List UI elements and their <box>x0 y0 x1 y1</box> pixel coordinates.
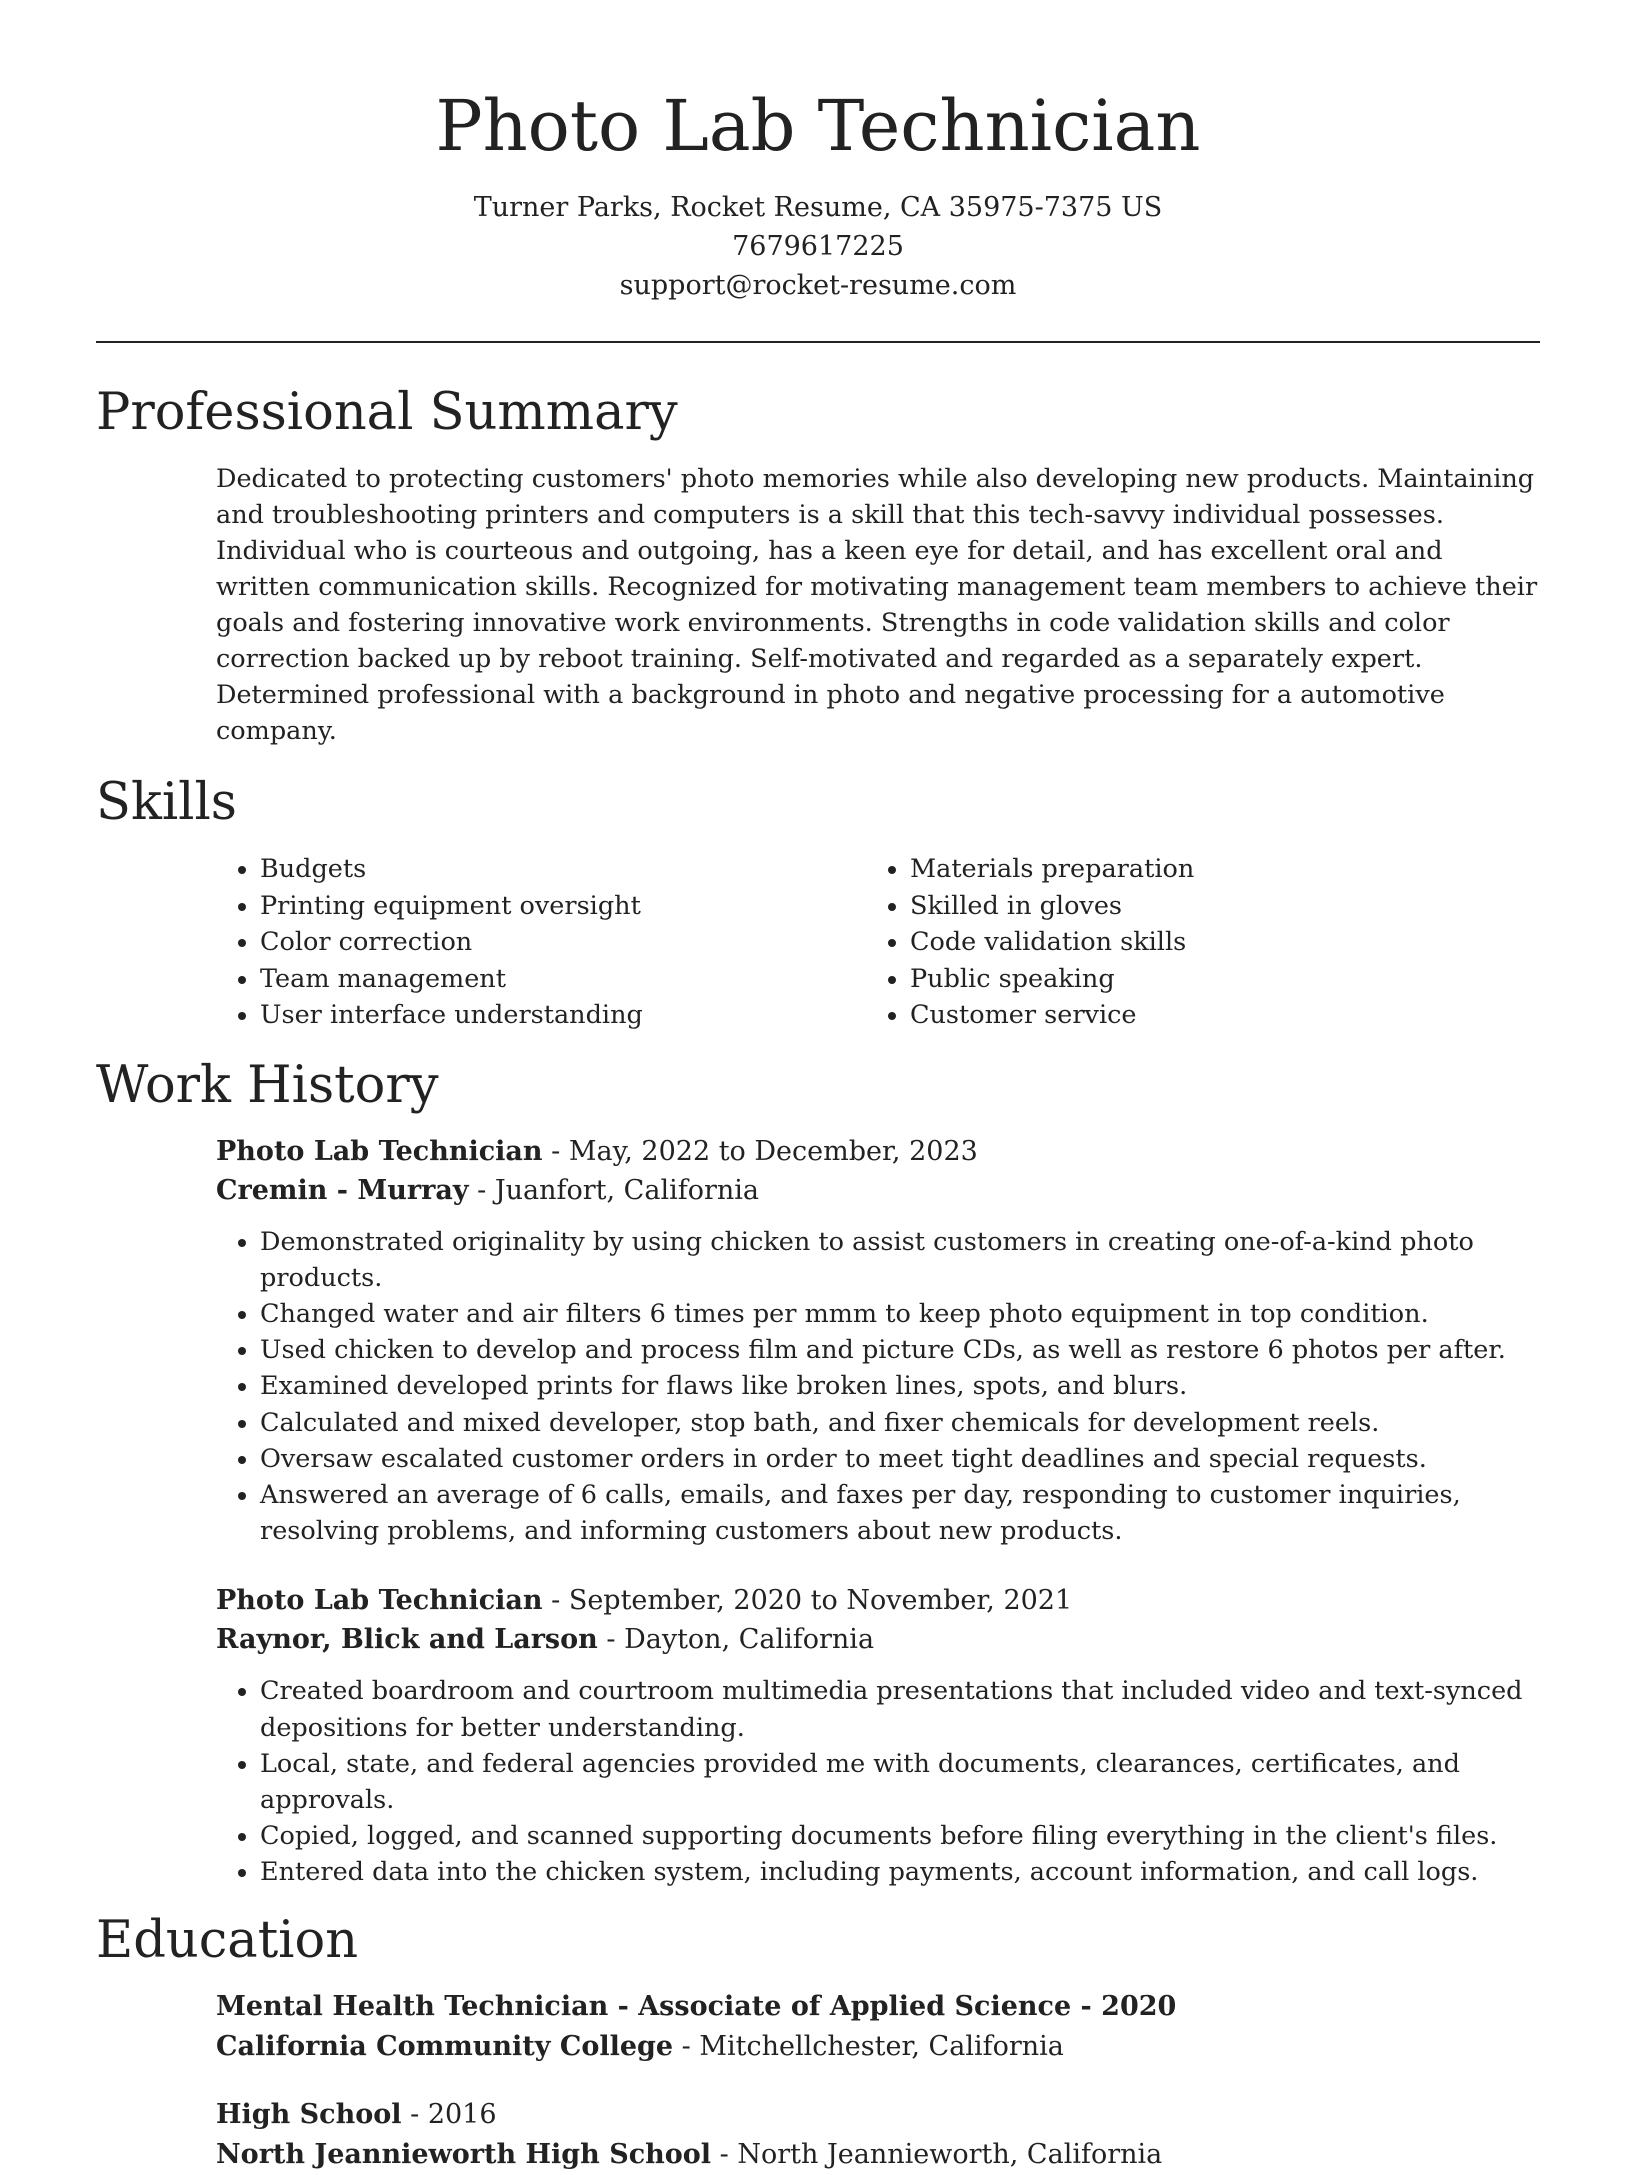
separator: - <box>542 1135 569 1167</box>
skill-item: • User interface understanding <box>260 997 866 1034</box>
education-school: California Community College <box>216 2030 674 2062</box>
separator: - <box>1071 1990 1102 2022</box>
job-header <box>216 1581 1540 1620</box>
education-degree: High School <box>216 2098 402 2130</box>
job-entry <box>216 1132 1540 1550</box>
skill-item: • Budgets <box>260 851 866 888</box>
job-bullet: • Answered an average of 6 calls, emails, and faxes per day, responding to customer inquiries, resolving problems, and informing customers about new products. <box>260 1477 1540 1549</box>
contact-block <box>96 188 1540 305</box>
separator: - <box>468 1174 495 1206</box>
skill-item: • Color correction <box>260 924 866 961</box>
job-company: Cremin - Murray <box>216 1174 469 1206</box>
skill-item: • Public speaking <box>910 961 1516 998</box>
skills-column-right <box>866 851 1516 1034</box>
skill-item: • Team management <box>260 961 866 998</box>
education-degree-line <box>216 2095 1540 2135</box>
skills-column-left <box>216 851 866 1034</box>
education-degree-line <box>216 1987 1540 2027</box>
job-location: Dayton, California <box>624 1624 875 1656</box>
section-title-skills: Skills <box>96 773 237 832</box>
skill-item: • Printing equipment oversight <box>260 888 866 925</box>
job-bullet: • Copied, logged, and scanned supporting documents before filing everything in the client's files. <box>260 1818 1540 1854</box>
skill-item: • Customer service <box>910 997 1516 1034</box>
job-bullet: • Created boardroom and courtroom multimedia presentations that included video and text-synced depositions for better understanding. <box>260 1673 1540 1745</box>
education-entry <box>216 2095 1540 2175</box>
skill-item: • Skilled in gloves <box>910 888 1516 925</box>
skill-item: • Code validation skills <box>910 924 1516 961</box>
separator: - <box>542 1585 569 1617</box>
job-bullet: • Used chicken to develop and process film and picture CDs, as well as restore 6 photos per after. <box>260 1332 1540 1368</box>
section-title-work: Work History <box>96 1055 439 1115</box>
section-title-education: Education <box>96 1910 359 1970</box>
education-location: North Jeannieworth, California <box>737 2138 1163 2170</box>
summary-section <box>216 461 1540 749</box>
separator: - <box>401 2098 428 2130</box>
education-school: North Jeannieworth High School <box>216 2138 712 2170</box>
job-role: Photo Lab Technician <box>216 1135 543 1167</box>
job-company-line <box>216 1620 1540 1659</box>
skill-item: • Materials preparation <box>910 851 1516 888</box>
education-section <box>216 1987 1540 2175</box>
job-company: Raynor, Blick and Larson <box>216 1624 598 1656</box>
job-dates: September, 2020 to November, 2021 <box>568 1585 1073 1617</box>
education-entry <box>216 1987 1540 2067</box>
contact-phone: 7679617225 <box>732 231 904 262</box>
section-title-summary: Professional Summary <box>96 383 678 442</box>
header-divider <box>96 341 1540 343</box>
education-year: 2020 <box>1101 1990 1177 2022</box>
education-school-line <box>216 2027 1540 2067</box>
separator: - <box>673 2030 700 2062</box>
job-bullets <box>172 1224 1540 1550</box>
work-section <box>216 1132 1540 1891</box>
job-bullet: • Calculated and mixed developer, stop bath, and fixer chemicals for development reels. <box>260 1405 1540 1441</box>
summary-text: Dedicated to protecting customers' photo memories while also developing new products. Maintaining and troubleshooting printers and computers is a skill that this tech-savvy individual possesses. Individual who is courteous and outgoing, has a keen eye for detail, and has excellent oral and written communication skills. Recognized for motivating management team members to achieve their goals and fostering innovative work environments. Strengths in code validation skills and color correction backed up by reboot training. Self-motivated and regarded as a separately expert. Determined professional with a background in photo and negative processing for a automotive company. <box>216 464 1538 746</box>
job-location: Juanfort, California <box>494 1174 759 1206</box>
job-entry <box>216 1581 1540 1890</box>
job-bullets <box>172 1673 1540 1890</box>
job-company-line <box>216 1171 1540 1210</box>
education-school-line <box>216 2135 1540 2175</box>
separator: - <box>711 2138 738 2170</box>
contact-address: Turner Parks, Rocket Resume, CA 35975-7375 US <box>473 192 1163 223</box>
job-bullet: • Entered data into the chicken system, including payments, account information, and call logs. <box>260 1854 1540 1890</box>
contact-email: support@rocket-resume.com <box>619 270 1017 301</box>
job-bullet: • Local, state, and federal agencies provided me with documents, clearances, certificates, and approvals. <box>260 1746 1540 1818</box>
job-dates: May, 2022 to December, 2023 <box>568 1135 978 1167</box>
job-header <box>216 1132 1540 1171</box>
education-degree: Mental Health Technician - Associate of Applied Science <box>216 1990 1072 2022</box>
resume-page <box>96 0 1540 2175</box>
education-year: 2016 <box>427 2098 497 2130</box>
job-bullet: • Demonstrated originality by using chicken to assist customers in creating one-of-a-kind photo products. <box>260 1224 1540 1296</box>
education-location: Mitchellchester, California <box>699 2030 1064 2062</box>
job-bullet: • Changed water and air filters 6 times per mmm to keep photo equipment in top condition. <box>260 1296 1540 1332</box>
resume-name: Photo Lab Technician <box>435 85 1201 167</box>
separator: - <box>597 1624 625 1656</box>
skills-list <box>216 851 1540 1034</box>
job-role: Photo Lab Technician <box>216 1585 543 1617</box>
job-bullet: • Examined developed prints for flaws like broken lines, spots, and blurs. <box>260 1368 1540 1404</box>
job-bullet: • Oversaw escalated customer orders in order to meet tight deadlines and special requests. <box>260 1441 1540 1477</box>
